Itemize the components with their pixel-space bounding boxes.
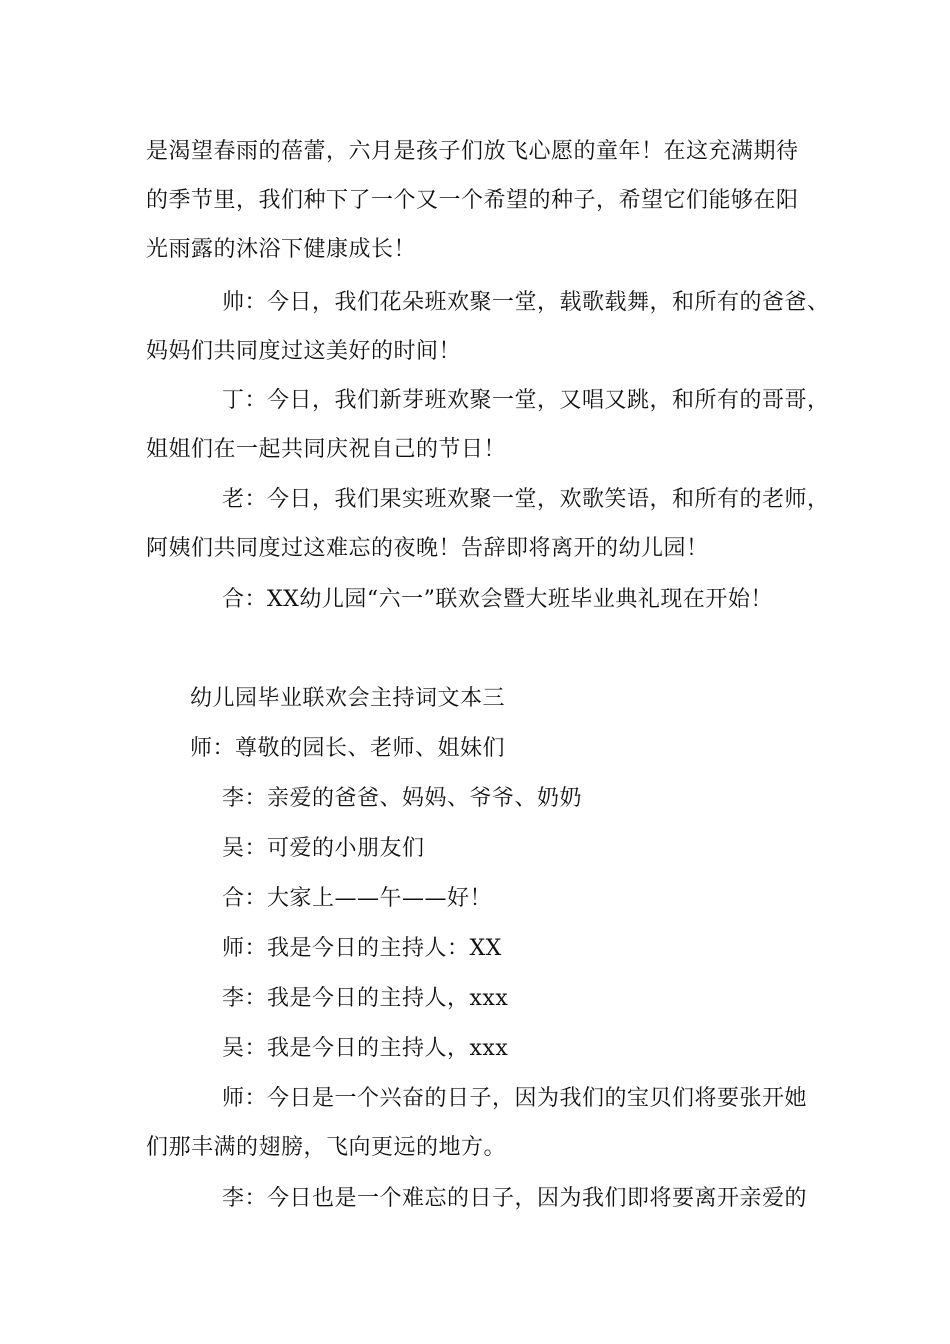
- paragraph-line: 光雨露的沐浴下健康成长！: [146, 237, 417, 262]
- dialogue-line: 吴：我是今日的主持人，xxx: [222, 1036, 509, 1061]
- dialogue-line: 李：我是今日的主持人，xxx: [222, 986, 509, 1011]
- paragraph-line: 老：今日，我们果实班欢聚一堂，欢歌笑语，和所有的老师，: [222, 487, 830, 512]
- section-title: 幼儿园毕业联欢会主持词文本三: [190, 686, 506, 711]
- dialogue-line: 吴：可爱的小朋友们: [222, 836, 425, 861]
- dialogue-line: 们那丰满的翅膀，飞向更远的地方。: [146, 1135, 507, 1160]
- paragraph-line: 丁：今日，我们新芽班欢聚一堂，又唱又跳，和所有的哥哥，: [222, 388, 830, 413]
- dialogue-line: 师：我是今日的主持人：XX: [222, 936, 502, 961]
- paragraph-line: 阿姨们共同度过这难忘的夜晚！告辞即将离开的幼儿园！: [146, 536, 709, 561]
- paragraph-line: 合：XX幼儿园“六一”联欢会暨大班毕业典礼现在开始！: [222, 587, 773, 612]
- dialogue-line: 师：今日是一个兴奋的日子，因为我们的宝贝们将要张开她: [222, 1086, 808, 1111]
- dialogue-line: 师：尊敬的园长、老师、姐妹们: [190, 736, 506, 761]
- paragraph-line: 姐姐们在一起共同庆祝自己的节日！: [146, 437, 507, 462]
- paragraph-line: 是渴望春雨的蓓蕾，六月是孩子们放飞心愿的童年！在这充满期待: [146, 139, 799, 164]
- dialogue-line: 李：亲爱的爸爸、妈妈、爷爷、奶奶: [222, 786, 583, 811]
- paragraph-line: 的季节里，我们种下了一个又一个希望的种子，希望它们能够在阳: [146, 188, 799, 213]
- dialogue-line: 李：今日也是一个难忘的日子，因为我们即将要离开亲爱的: [222, 1186, 808, 1211]
- dialogue-line: 合：大家上——午——好！: [222, 886, 493, 911]
- paragraph-line: 妈妈们共同度过这美好的时间！: [146, 339, 462, 364]
- paragraph-line: 帅：今日，我们花朵班欢聚一堂，载歌载舞，和所有的爸爸、: [222, 290, 830, 315]
